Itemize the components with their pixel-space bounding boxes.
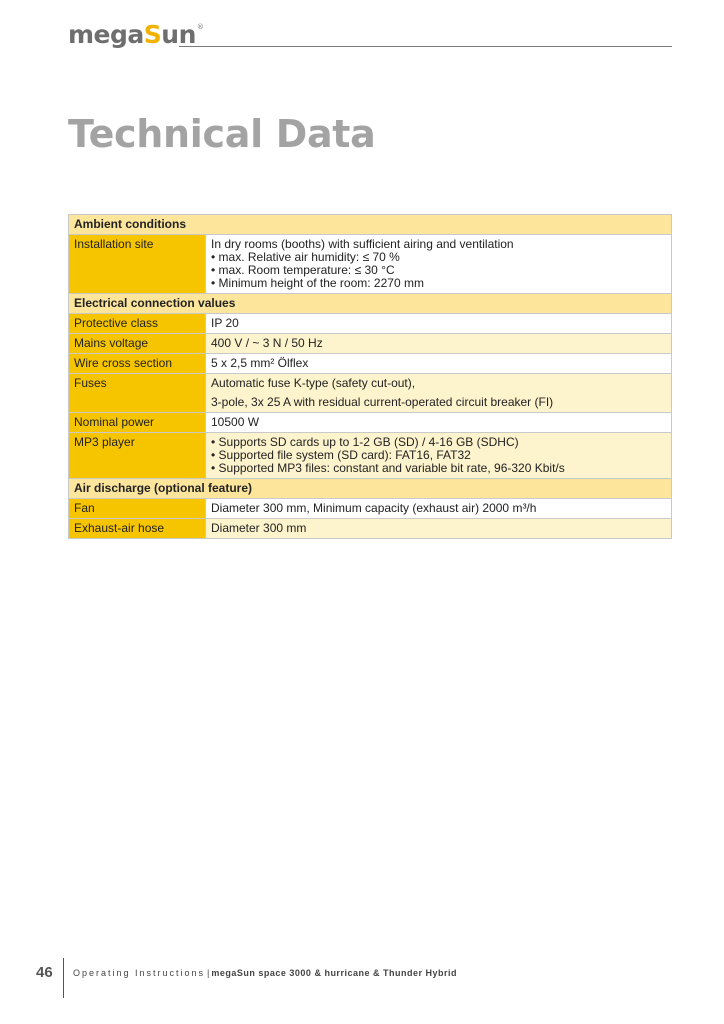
registered-mark: ®	[196, 23, 204, 31]
table-row-protective-class	[69, 314, 672, 334]
row-label: Exhaust-air hose	[69, 519, 206, 539]
row-value	[206, 235, 672, 294]
page-number: 46	[36, 964, 53, 981]
value-line: IP 20	[211, 316, 239, 330]
page-title: Technical Data	[68, 112, 376, 156]
row-value	[206, 334, 672, 354]
footer-divider	[63, 958, 64, 998]
value-line: Diameter 300 mm, Minimum capacity (exhaust air) 2000 m³/h	[211, 501, 537, 515]
footer-doc-type: Operating Instructions	[73, 968, 206, 978]
value-line: Diameter 300 mm	[211, 521, 307, 535]
value-line: • Minimum height of the room: 2270 mm	[211, 276, 424, 290]
row-value	[206, 499, 672, 519]
table-row-installation-site	[69, 235, 672, 294]
value-line: In dry rooms (booths) with sufficient airing and ventilation	[211, 237, 514, 251]
value-line: 3-pole, 3x 25 A with residual current-operated circuit breaker (FI)	[211, 395, 554, 409]
value-line: • Supports SD cards up to 1-2 GB (SD) / 4-16 GB (SDHC)	[211, 435, 519, 449]
table-row-mains-voltage	[69, 334, 672, 354]
row-label: Wire cross section	[69, 354, 206, 374]
row-label: Mains voltage	[69, 334, 206, 354]
row-label: Fuses	[69, 374, 206, 413]
table-row-wire-cross-section	[69, 354, 672, 374]
row-label: Nominal power	[69, 413, 206, 433]
row-label: Protective class	[69, 314, 206, 334]
logo-text-s: S	[143, 20, 162, 49]
table-row-mp3-player	[69, 433, 672, 479]
logo-text-un: un	[161, 20, 196, 49]
table-row-fuses	[69, 374, 672, 413]
value-line: • Supported MP3 files: constant and variable bit rate, 96-320 Kbit/s	[211, 461, 565, 475]
brand-logo	[68, 20, 203, 49]
footer-product-name: megaSun space 3000 & hurricane & Thunder Hybrid	[211, 968, 457, 978]
row-label: Installation site	[69, 235, 206, 294]
row-label: MP3 player	[69, 433, 206, 479]
footer-caption	[73, 968, 457, 978]
section-row-air-discharge	[69, 479, 672, 499]
technical-data-table	[68, 214, 672, 539]
section-heading: Electrical connection values	[69, 294, 672, 314]
value-line: 10500 W	[211, 415, 260, 429]
row-value	[206, 433, 672, 479]
table-row-exhaust-air-hose	[69, 519, 672, 539]
section-row-ambient-conditions	[69, 215, 672, 235]
value-line: 5 x 2,5 mm² Ölflex	[211, 356, 309, 370]
logo-text-mega: mega	[68, 20, 144, 49]
value-line: • max. Room temperature: ≤ 30 °C	[211, 263, 395, 277]
section-heading: Air discharge (optional feature)	[69, 479, 672, 499]
value-line: 400 V / ~ 3 N / 50 Hz	[211, 336, 323, 350]
value-line: • Supported file system (SD card): FAT16, FAT32	[211, 448, 471, 462]
row-value	[206, 374, 672, 413]
table-row-fan	[69, 499, 672, 519]
section-row-electrical-connection	[69, 294, 672, 314]
table-row-nominal-power	[69, 413, 672, 433]
row-value	[206, 314, 672, 334]
row-value	[206, 519, 672, 539]
value-line: Automatic fuse K-type (safety cut-out),	[211, 376, 416, 390]
footer-separator: |	[207, 968, 210, 978]
section-heading: Ambient conditions	[69, 215, 672, 235]
row-value	[206, 354, 672, 374]
value-line: • max. Relative air humidity: ≤ 70 %	[211, 250, 400, 264]
row-label: Fan	[69, 499, 206, 519]
row-value	[206, 413, 672, 433]
header-rule	[179, 46, 672, 47]
